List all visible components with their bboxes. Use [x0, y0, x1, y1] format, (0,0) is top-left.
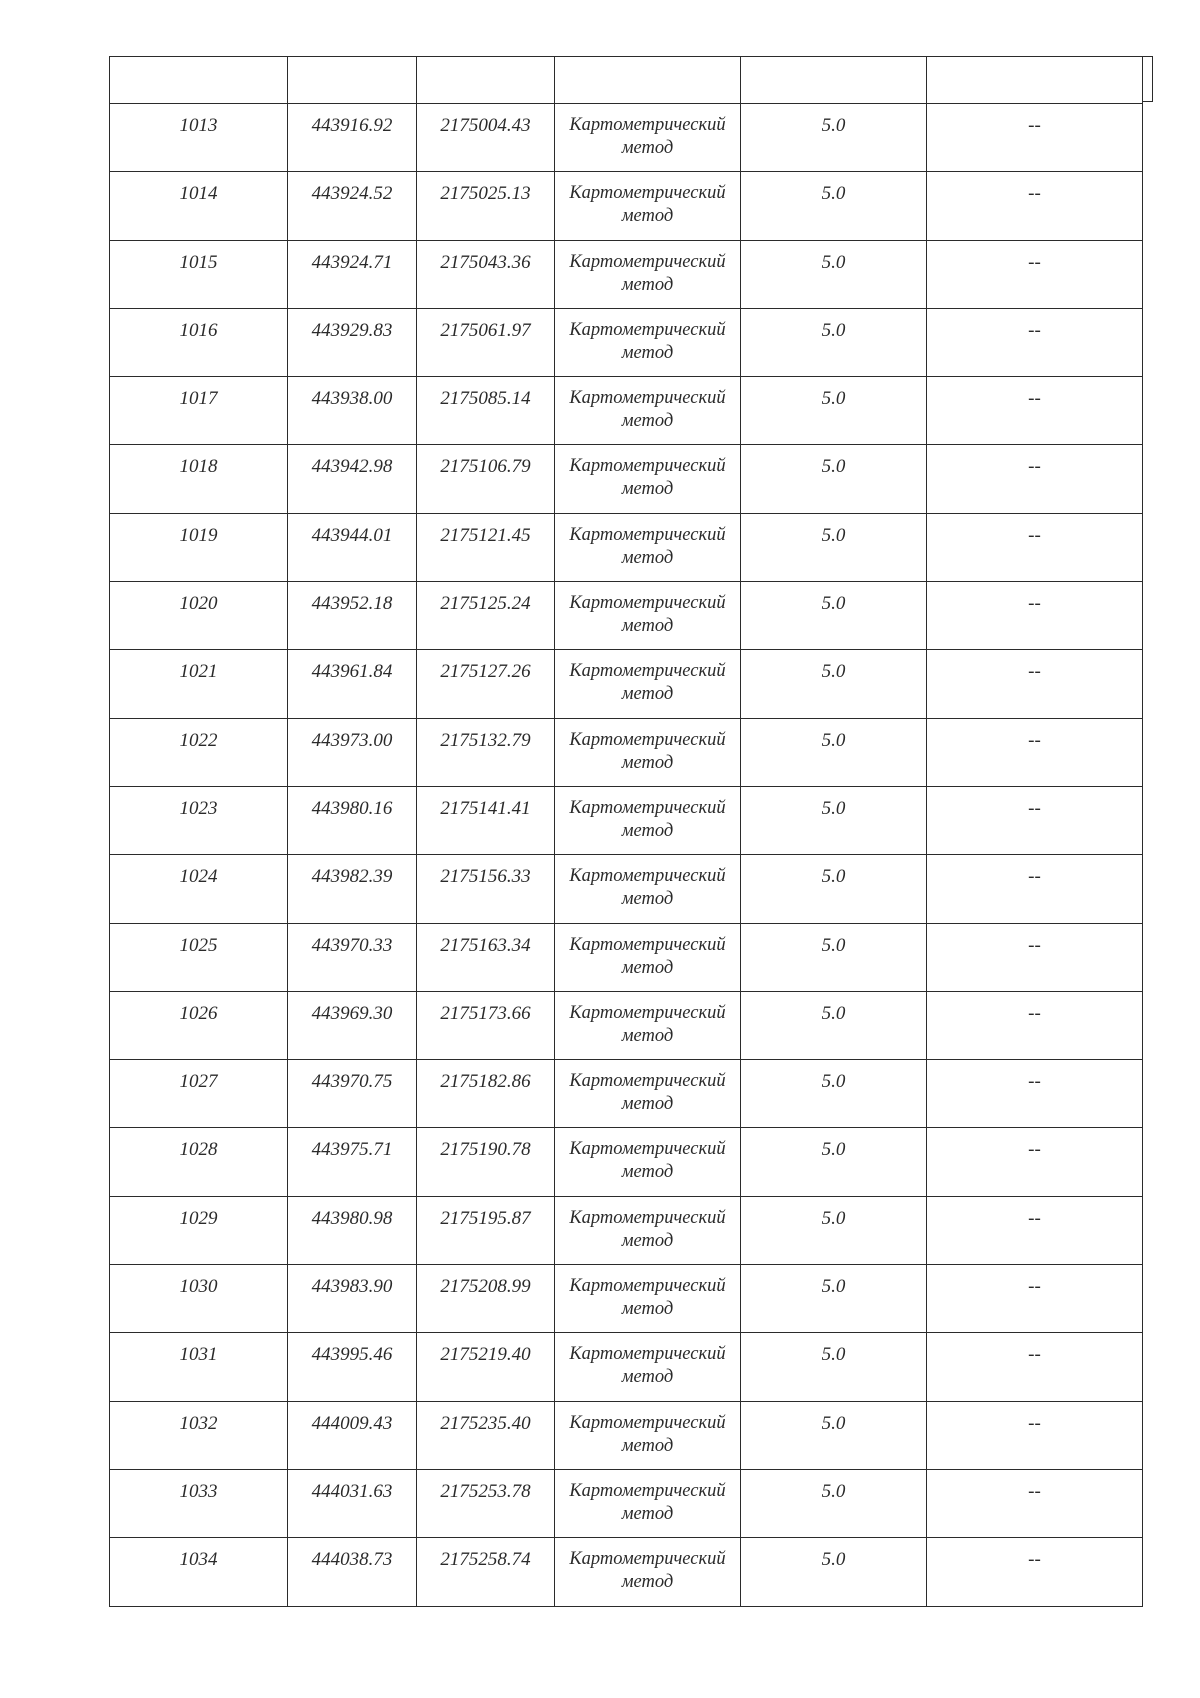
cell-note: --	[927, 377, 1143, 445]
cell-method	[555, 240, 741, 308]
cell-y-coordinate: 2175132.79	[417, 718, 555, 786]
cell-point: 1017	[110, 377, 288, 445]
cell-point: 1016	[110, 308, 288, 376]
cell-x-coordinate: 443929.83	[288, 308, 417, 376]
cell-accuracy: 5.0	[741, 240, 927, 308]
method-line-1: Картометрический	[569, 456, 726, 477]
method-line-1: Картометрический	[569, 1139, 726, 1160]
cell-point: 1033	[110, 1469, 288, 1537]
method-line-1: Картометрический	[569, 1344, 726, 1365]
cell-point: 1021	[110, 650, 288, 718]
cell-point: 1025	[110, 923, 288, 991]
cell-accuracy: 5.0	[741, 991, 927, 1059]
table-row	[110, 104, 1143, 172]
cell-method	[555, 786, 741, 854]
cell-point: 1013	[110, 104, 288, 172]
cell-note: --	[927, 718, 1143, 786]
cell-note: --	[927, 308, 1143, 376]
method-line-1: Картометрический	[569, 388, 726, 409]
cell-point: 1020	[110, 582, 288, 650]
cell-x-coordinate: 443973.00	[288, 718, 417, 786]
cell-y-coordinate: 2175061.97	[417, 308, 555, 376]
table-row	[110, 1333, 1143, 1401]
cell-method	[555, 650, 741, 718]
cell-y-coordinate: 2175173.66	[417, 991, 555, 1059]
method-line-1: Картометрический	[569, 1412, 726, 1433]
cell-x-coordinate: 443916.92	[288, 104, 417, 172]
cell-point: 1027	[110, 1060, 288, 1128]
cell-method	[555, 582, 741, 650]
cell-y-coordinate: 2175253.78	[417, 1469, 555, 1537]
cell-point: 1028	[110, 1128, 288, 1196]
cell-method	[555, 923, 741, 991]
method-line-2: метод	[621, 752, 674, 773]
table-row	[110, 445, 1143, 513]
cell-y-coordinate: 2175235.40	[417, 1401, 555, 1469]
cell-x-coordinate: 444031.63	[288, 1469, 417, 1537]
method-line-2: метод	[621, 479, 674, 500]
method-line-1: Картометрический	[569, 183, 726, 204]
table-row	[110, 172, 1143, 240]
cell-method	[555, 1265, 741, 1333]
cell-y-coordinate: 2175195.87	[417, 1196, 555, 1264]
table-row	[110, 1128, 1143, 1196]
cell-note: --	[927, 582, 1143, 650]
cell-note: --	[927, 1265, 1143, 1333]
cell-method	[555, 104, 741, 172]
cell-accuracy: 5.0	[741, 650, 927, 718]
cell-x-coordinate: 443980.98	[288, 1196, 417, 1264]
cell-note: --	[927, 923, 1143, 991]
cell-x-coordinate: 443944.01	[288, 513, 417, 581]
cell-x-coordinate: 443924.71	[288, 240, 417, 308]
method-line-2: метод	[621, 820, 674, 841]
cell-note: --	[927, 650, 1143, 718]
cell-point: 1026	[110, 991, 288, 1059]
table-row	[110, 240, 1143, 308]
cell-accuracy: 5.0	[741, 104, 927, 172]
cell-note: --	[927, 240, 1143, 308]
cell-point: 1014	[110, 172, 288, 240]
table-row	[110, 1469, 1143, 1537]
cell-x-coordinate: 443975.71	[288, 1128, 417, 1196]
cell-method	[555, 445, 741, 513]
cell-x-coordinate: 444009.43	[288, 1401, 417, 1469]
cell-method	[555, 1538, 741, 1606]
cell-note: --	[927, 855, 1143, 923]
method-line-2: метод	[621, 1162, 674, 1183]
cell-method	[555, 1196, 741, 1264]
cell-y-coordinate: 2175106.79	[417, 445, 555, 513]
cell-point: 1034	[110, 1538, 288, 1606]
cell-note: --	[927, 1128, 1143, 1196]
cell-x-coordinate: 444038.73	[288, 1538, 417, 1606]
method-line-1: Картометрический	[569, 866, 726, 887]
cell-x-coordinate: 443942.98	[288, 445, 417, 513]
cell-accuracy: 5.0	[741, 718, 927, 786]
cell-accuracy: 5.0	[741, 513, 927, 581]
cell-x-coordinate: 443938.00	[288, 377, 417, 445]
cell-method	[555, 1401, 741, 1469]
method-line-2: метод	[621, 1572, 674, 1593]
method-line-1: Картометрический	[569, 661, 726, 682]
table-row	[110, 1265, 1143, 1333]
table-row	[110, 308, 1143, 376]
method-line-2: метод	[621, 1435, 674, 1456]
method-line-1: Картометрический	[569, 934, 726, 955]
method-line-2: метод	[621, 547, 674, 568]
cell-note: --	[927, 513, 1143, 581]
cell-y-coordinate: 2175121.45	[417, 513, 555, 581]
method-line-1: Картометрический	[569, 797, 726, 818]
table-row	[110, 377, 1143, 445]
method-line-1: Картометрический	[569, 1207, 726, 1228]
method-line-1: Картометрический	[569, 1276, 726, 1297]
table-row	[110, 1196, 1143, 1264]
header-cell-accuracy	[741, 57, 927, 104]
cell-y-coordinate: 2175156.33	[417, 855, 555, 923]
cell-method	[555, 855, 741, 923]
method-line-2: метод	[621, 1503, 674, 1524]
cell-note: --	[927, 445, 1143, 513]
method-line-2: метод	[621, 1094, 674, 1115]
table-edge-mark	[1142, 56, 1153, 102]
cell-note: --	[927, 1469, 1143, 1537]
method-line-2: метод	[621, 1230, 674, 1251]
cell-accuracy: 5.0	[741, 1469, 927, 1537]
cell-x-coordinate: 443983.90	[288, 1265, 417, 1333]
header-cell-x	[288, 57, 417, 104]
cell-note: --	[927, 1060, 1143, 1128]
cell-note: --	[927, 104, 1143, 172]
table-row	[110, 923, 1143, 991]
cell-accuracy: 5.0	[741, 308, 927, 376]
method-line-1: Картометрический	[569, 115, 726, 135]
cell-method	[555, 513, 741, 581]
cell-y-coordinate: 2175025.13	[417, 172, 555, 240]
cell-y-coordinate: 2175085.14	[417, 377, 555, 445]
cell-method	[555, 991, 741, 1059]
cell-accuracy: 5.0	[741, 377, 927, 445]
cell-accuracy: 5.0	[741, 1265, 927, 1333]
cell-accuracy: 5.0	[741, 445, 927, 513]
cell-method	[555, 377, 741, 445]
cell-note: --	[927, 1333, 1143, 1401]
method-line-2: метод	[621, 206, 674, 227]
cell-note: --	[927, 786, 1143, 854]
method-line-2: метод	[621, 138, 674, 158]
cell-point: 1022	[110, 718, 288, 786]
header-row	[110, 57, 1143, 104]
cell-y-coordinate: 2175190.78	[417, 1128, 555, 1196]
table-row	[110, 786, 1143, 854]
table-row	[110, 718, 1143, 786]
cell-accuracy: 5.0	[741, 172, 927, 240]
cell-accuracy: 5.0	[741, 1401, 927, 1469]
method-line-2: метод	[621, 1299, 674, 1320]
cell-y-coordinate: 2175125.24	[417, 582, 555, 650]
cell-x-coordinate: 443982.39	[288, 855, 417, 923]
cell-point: 1019	[110, 513, 288, 581]
cell-point: 1018	[110, 445, 288, 513]
method-line-2: метод	[621, 342, 674, 363]
method-line-1: Картометрический	[569, 593, 726, 614]
table-row	[110, 1060, 1143, 1128]
cell-y-coordinate: 2175219.40	[417, 1333, 555, 1401]
cell-accuracy: 5.0	[741, 855, 927, 923]
header-cell-method	[555, 57, 741, 104]
cell-method	[555, 1060, 741, 1128]
cell-note: --	[927, 991, 1143, 1059]
method-line-1: Картометрический	[569, 1549, 726, 1570]
table-row	[110, 513, 1143, 581]
cell-x-coordinate: 443970.75	[288, 1060, 417, 1128]
method-line-1: Картометрический	[569, 251, 726, 272]
table-body	[110, 57, 1143, 1607]
table-row	[110, 650, 1143, 718]
cell-method	[555, 718, 741, 786]
table-row	[110, 582, 1143, 650]
cell-accuracy: 5.0	[741, 1538, 927, 1606]
cell-y-coordinate: 2175208.99	[417, 1265, 555, 1333]
table-row	[110, 991, 1143, 1059]
cell-note: --	[927, 1401, 1143, 1469]
method-line-1: Картометрический	[569, 319, 726, 340]
header-cell-y	[417, 57, 555, 104]
method-line-1: Картометрический	[569, 1480, 726, 1501]
cell-y-coordinate: 2175141.41	[417, 786, 555, 854]
cell-x-coordinate: 443995.46	[288, 1333, 417, 1401]
cell-point: 1031	[110, 1333, 288, 1401]
cell-method	[555, 308, 741, 376]
cell-x-coordinate: 443970.33	[288, 923, 417, 991]
table-row	[110, 1401, 1143, 1469]
cell-method	[555, 1333, 741, 1401]
method-line-2: метод	[621, 274, 674, 295]
cell-y-coordinate: 2175163.34	[417, 923, 555, 991]
cell-method	[555, 172, 741, 240]
method-line-2: метод	[621, 1025, 674, 1046]
cell-method	[555, 1128, 741, 1196]
method-line-2: метод	[621, 1367, 674, 1388]
method-line-1: Картометрический	[569, 524, 726, 545]
cell-point: 1015	[110, 240, 288, 308]
cell-note: --	[927, 172, 1143, 240]
cell-y-coordinate: 2175182.86	[417, 1060, 555, 1128]
method-line-2: метод	[621, 411, 674, 432]
cell-note: --	[927, 1538, 1143, 1606]
header-cell-note	[927, 57, 1143, 104]
method-line-2: метод	[621, 957, 674, 978]
method-line-1: Картометрический	[569, 729, 726, 750]
method-line-1: Картометрический	[569, 1071, 726, 1092]
cell-x-coordinate: 443952.18	[288, 582, 417, 650]
header-cell-point	[110, 57, 288, 104]
cell-accuracy: 5.0	[741, 582, 927, 650]
cell-x-coordinate: 443924.52	[288, 172, 417, 240]
method-line-2: метод	[621, 889, 674, 910]
method-line-2: метод	[621, 684, 674, 705]
table-row	[110, 1538, 1143, 1606]
method-line-2: метод	[621, 616, 674, 637]
cell-accuracy: 5.0	[741, 923, 927, 991]
cell-accuracy: 5.0	[741, 1060, 927, 1128]
cell-accuracy: 5.0	[741, 786, 927, 854]
cell-x-coordinate: 443961.84	[288, 650, 417, 718]
cell-point: 1030	[110, 1265, 288, 1333]
cell-y-coordinate: 2175043.36	[417, 240, 555, 308]
cell-y-coordinate: 2175127.26	[417, 650, 555, 718]
cell-accuracy: 5.0	[741, 1196, 927, 1264]
cell-accuracy: 5.0	[741, 1333, 927, 1401]
cell-y-coordinate: 2175258.74	[417, 1538, 555, 1606]
cell-x-coordinate: 443980.16	[288, 786, 417, 854]
cell-point: 1024	[110, 855, 288, 923]
cell-y-coordinate: 2175004.43	[417, 104, 555, 172]
cell-x-coordinate: 443969.30	[288, 991, 417, 1059]
cell-point: 1023	[110, 786, 288, 854]
coordinates-table	[109, 56, 1143, 1607]
table-row	[110, 855, 1143, 923]
cell-note: --	[927, 1196, 1143, 1264]
cell-method	[555, 1469, 741, 1537]
cell-point: 1032	[110, 1401, 288, 1469]
method-line-1: Картометрический	[569, 1002, 726, 1023]
cell-point: 1029	[110, 1196, 288, 1264]
cell-accuracy: 5.0	[741, 1128, 927, 1196]
